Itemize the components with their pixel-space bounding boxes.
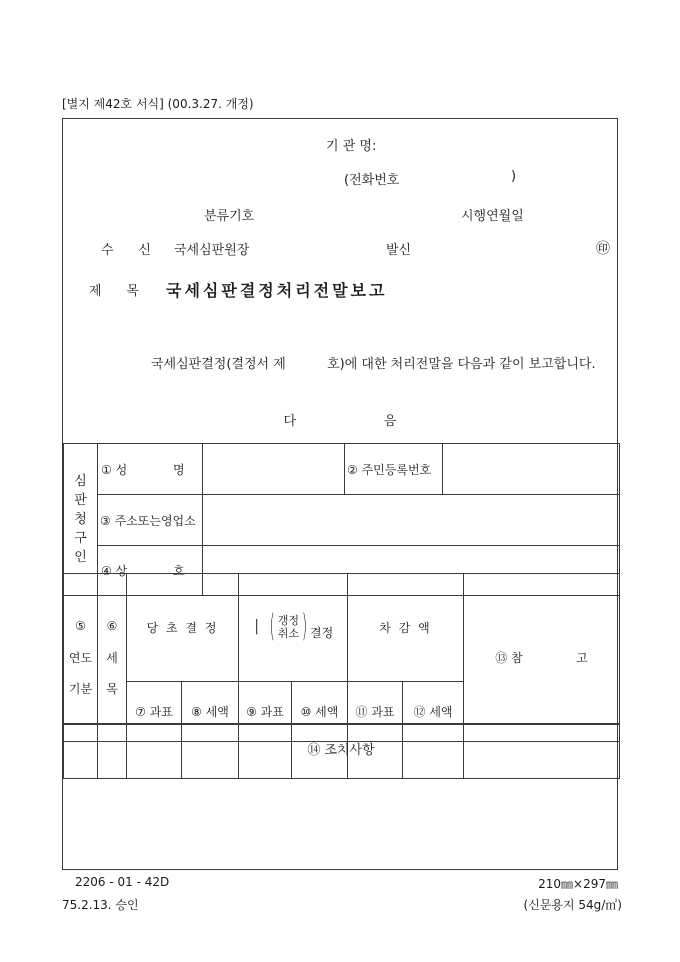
action-items-label: ⑭ 조치사항	[307, 743, 375, 758]
reference-header: ⑬ 참 고	[464, 574, 620, 742]
resident-no-label-cell: ② 주민등록번호	[345, 444, 443, 495]
subheader-tax-base-7: ⑦ 과표	[127, 681, 182, 741]
classification-label: 분류기호	[204, 209, 255, 224]
revision-close-paren: )	[301, 609, 308, 646]
subheader-tax-amt-10: ⑩ 세액	[292, 681, 348, 741]
paper-type: (신문용지 54g/㎡)	[523, 898, 622, 912]
year-col-line1: 연도	[68, 650, 93, 665]
revision-top-label: 갱정	[277, 614, 299, 628]
revision-stack	[278, 614, 299, 640]
following-heading: 다 음	[283, 414, 399, 429]
claimant-group-label: 심판청구인	[74, 474, 87, 565]
sender-label: 발신	[386, 243, 412, 258]
form-border-box	[62, 118, 618, 870]
difference-header: 차 감 액	[348, 574, 464, 682]
form-title: 국세심판결정처리전말보고	[166, 281, 388, 300]
org-name-label: 기 관 명:	[326, 139, 377, 154]
name-value-cell	[203, 444, 345, 495]
year-col-num: ⑤	[75, 619, 86, 634]
subheader-tax-base-11: ⑪ 과표	[348, 681, 403, 741]
tax-col-num: ⑥	[106, 619, 118, 634]
subheader-tax-amt-8: ⑧ 세액	[182, 681, 239, 741]
recipient-value: 국세심판원장	[174, 243, 250, 258]
subheader-tax-amt-12: ⑫ 세액	[403, 681, 464, 741]
address-label-cell: ③ 주소또는영업소	[98, 495, 203, 545]
action-items-section	[63, 723, 619, 871]
trade-name-label-cell: ④ 상 호	[98, 545, 203, 595]
enforcement-date-label: 시행연월일	[461, 209, 524, 224]
report-statement: 국세심판결정(결정서 제 호)에 대한 처리전말을 다음과 같이 보고합니다.	[151, 357, 596, 372]
revision-open-paren: (	[269, 609, 275, 646]
form-code: 2206 - 01 - 42D	[75, 875, 170, 889]
revision-decision-header	[239, 574, 348, 682]
revision-suffix-label: 결정	[310, 625, 334, 640]
revision-bar-mark: │	[252, 619, 261, 635]
tax-col-header	[98, 574, 127, 742]
seal-icon: ㊞	[596, 241, 610, 257]
subheader-tax-base-9: ⑨ 과표	[239, 681, 292, 741]
tax-col-line1: 세	[106, 650, 118, 665]
paper-size: 210㎜×297㎜	[538, 877, 618, 891]
resident-no-value-cell	[443, 444, 620, 495]
year-col-line2: 기분	[68, 681, 93, 696]
phone-close-paren: )	[511, 169, 517, 184]
name-label-cell: ① 성 명	[98, 444, 203, 495]
form-reference-note: [별지 제42호 서식] (00.3.27. 개정)	[62, 97, 254, 111]
recipient-label: 수 신	[101, 243, 151, 258]
subject-label: 제 목	[89, 284, 139, 299]
initial-decision-header: 당 초 결 정	[127, 574, 239, 682]
tax-col-line2: 목	[106, 681, 118, 696]
approval-note: 75.2.13. 승인	[62, 898, 139, 912]
phone-number-label: (전화번호	[344, 173, 400, 188]
year-col-header	[64, 574, 98, 742]
revision-bottom-label: 취소	[277, 627, 299, 641]
address-value-cell	[203, 495, 620, 545]
